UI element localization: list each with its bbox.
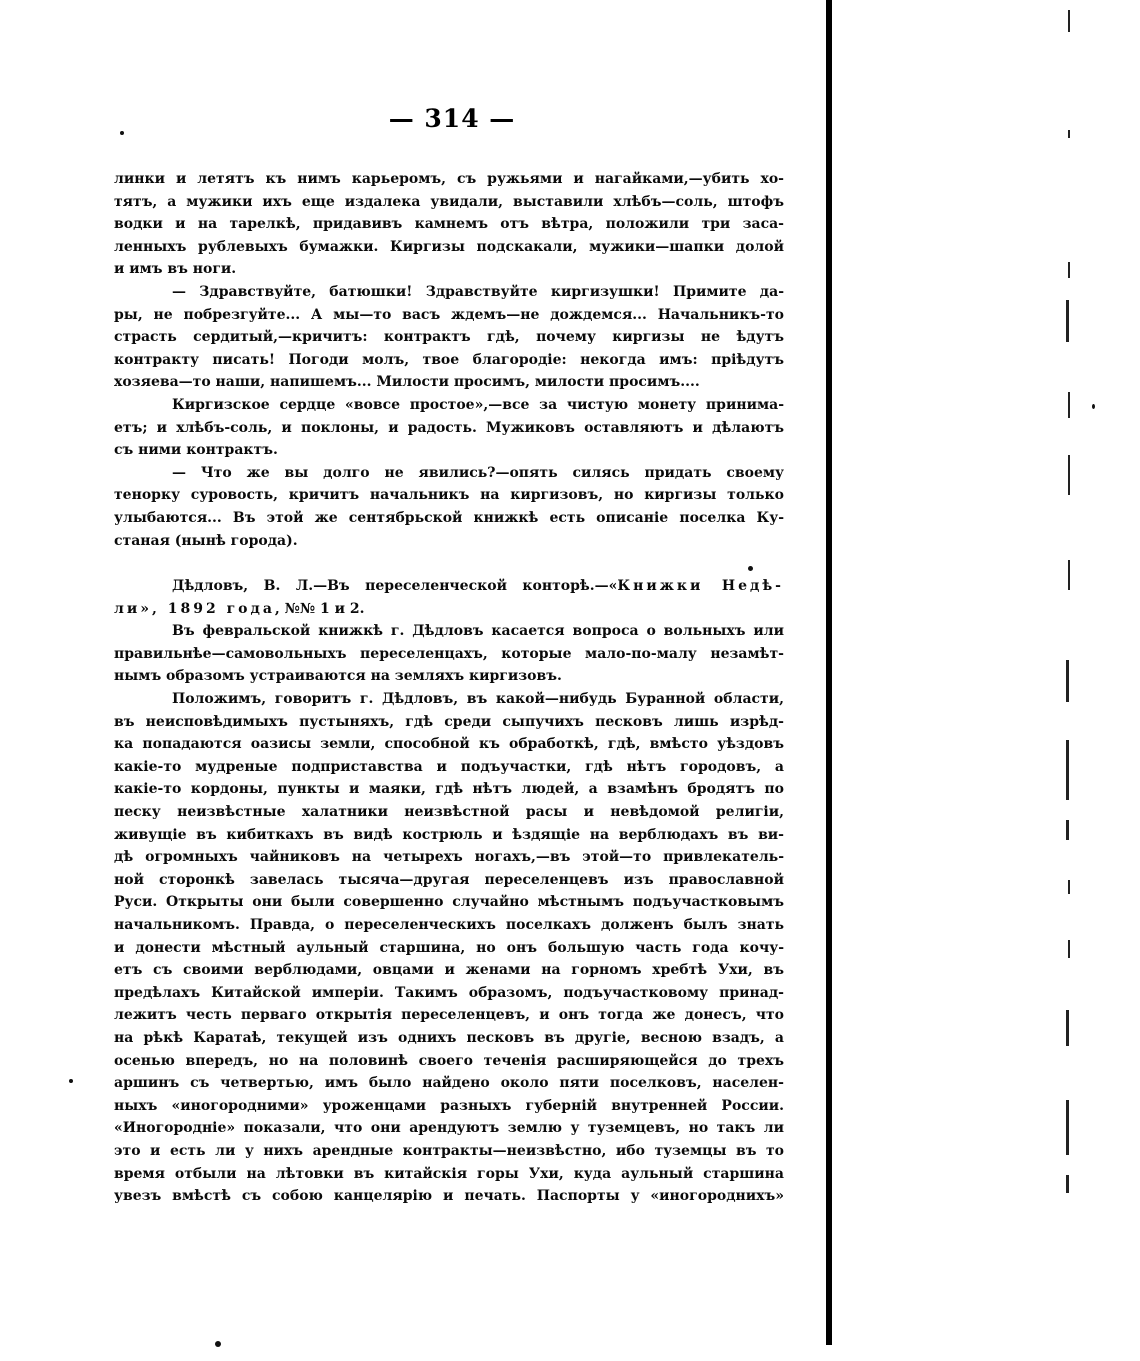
scan-edge-mark <box>1066 740 1069 800</box>
text-line: хозяева—то наши, напишемъ... Милости просимъ, милости просимъ.... <box>114 374 700 391</box>
scan-edge-mark <box>1068 940 1070 958</box>
scan-edge-mark <box>1068 10 1070 32</box>
text-line: линки и летятъ къ нимъ карьеромъ, съ ружьями и нагайками,—убить хо- <box>114 171 784 187</box>
text-line: увезъ вмѣстѣ съ собою канцелярію и печать. Паспорты у «иногороднихъ» <box>114 1188 784 1205</box>
text-line: предѣлахъ Китайской имперіи. Такимъ образомъ, подъучастковому принад- <box>114 984 784 1001</box>
section-gap <box>114 552 784 575</box>
scan-speck <box>1092 404 1095 409</box>
scan-edge-mark <box>1066 300 1069 342</box>
text-line: нымъ образомъ устраиваются на земляхъ киргизовъ. <box>114 668 562 685</box>
citation-year: , 1892 года <box>152 600 275 617</box>
text-line: ленныхъ рублевыхъ бумажки. Киргизы подскакали, мужики—шапки долой <box>114 238 784 255</box>
text-line: ныхъ «иногородними» уроженцами разныхъ губерній внутренней России. <box>114 1097 784 1114</box>
scan-edge-mark <box>1068 392 1070 418</box>
citation-line <box>114 575 784 598</box>
scan-speck <box>69 1079 73 1083</box>
scan-edge-mark <box>1066 1010 1069 1046</box>
text-line: песку неизвѣстные халатники неизвѣстной расы и невѣдомой религіи, <box>114 804 784 821</box>
page-number: — 314 — <box>388 104 516 133</box>
page-gutter-rule <box>826 0 832 1345</box>
text-line: Положимъ, говоритъ г. Дѣдловъ, въ какой—нибудь Буранной области, <box>172 691 784 708</box>
scan-edge-mark <box>1068 880 1070 894</box>
text-line: тенорку суровость, кричитъ начальникъ на киргизовъ, но киргизы только <box>114 487 784 504</box>
text-line: какіе-то кордоны, пункты и маяки, гдѣ нѣтъ людей, а взамѣнъ бродятъ по <box>114 781 784 798</box>
text-line: етъ; и хлѣбъ-соль, и поклоны, и радость. Мужиковъ оставляютъ и дѣлаютъ <box>114 419 784 436</box>
text-line: улыбаются... Въ этой же сентябрьской книжкѣ есть описаніе поселка Ку- <box>114 509 784 526</box>
text-line: и имъ въ ноги. <box>114 261 237 278</box>
text-line: правильнѣе—самовольныхъ переселенцахъ, которые мало-по-малу незамѣт- <box>114 645 784 662</box>
scan-edge-mark <box>1068 130 1070 138</box>
text-line: «Иногородніе» показали, что они арендуютъ землю у туземцевъ, но такъ ли <box>114 1120 784 1137</box>
text-line: ной сторонкѣ завелась тысяча—другая переселенцевъ изъ православной <box>114 871 784 888</box>
text-line: водки и на тарелкѣ, придавивъ камнемъ отъ вѣтра, положили три заса- <box>114 216 784 233</box>
scan-edge-mark <box>1068 262 1070 278</box>
text-line: время отбыли на лѣтовки въ китайскія горы Ухи, куда аульный старшина <box>114 1165 784 1182</box>
text-line: ры, не побрезгуйте... А мы—то васъ ждемъ—не дождемся... Начальникъ-то <box>114 306 784 323</box>
scan-edge-mark <box>1066 660 1069 702</box>
text-line: етъ съ своими верблюдами, овцами и женами на горномъ хребтѣ Ухи, въ <box>114 962 784 979</box>
citation-journal-end: ли» <box>114 600 153 617</box>
text-line: живущіе въ кибиткахъ въ видѣ кострюль и ѣздящіе на верблюдахъ въ ви- <box>114 826 784 843</box>
citation-author: Дѣдловъ, В. Л.—Въ переселенческой конторѣ.—« <box>172 578 618 595</box>
text-line: дѣ огромныхъ чайниковъ на четырехъ ногахъ,—въ этой—то привлекатель- <box>114 849 784 866</box>
text-line: Руси. Открыты они были совершенно случайно мѣстнымъ подъучастковымъ <box>114 894 784 911</box>
text-line: какіе-то мудреные подприставства и подъучастки, гдѣ нѣтъ городовъ, а <box>114 758 784 775</box>
text-line: и донести мѣстный аульный старшина, но онъ большую часть года кочу- <box>114 939 784 956</box>
text-line: тятъ, а мужики ихъ еще издалека увидали, выставили хлѣбъ—соль, штофъ <box>114 193 784 210</box>
scan-edge-mark <box>1066 820 1069 840</box>
text-line: страсть сердитый,—кричитъ: контрактъ гдѣ, почему киргизы не ѣдутъ <box>114 329 784 346</box>
text-line: Киргизское сердце «вовсе простое»,—все за чистую монету принима- <box>172 396 784 413</box>
text-line: станая (нынѣ города). <box>114 532 298 549</box>
scan-edge-mark <box>1066 1100 1069 1155</box>
scan-speck <box>215 1341 221 1347</box>
citation-line <box>114 598 784 621</box>
text-line: осенью впередъ, но на половинѣ своего теченія расширяющейся до трехъ <box>114 1052 784 1069</box>
text-line: Въ февральской книжкѣ г. Дѣдловъ касается вопроса о вольныхъ или <box>172 623 784 640</box>
text-line: это и есть ли у нихъ арендные контракты—неизвѣстно, ибо туземцы въ то <box>114 1142 784 1159</box>
text-line: съ ними контрактъ. <box>114 442 278 459</box>
scan-speck <box>120 131 124 135</box>
text-line: контракту писать! Погоди молъ, твое благородіе: некогда имъ: пріѣдутъ <box>114 351 784 368</box>
citation-issue: , №№ 1 и 2. <box>274 600 365 617</box>
text-line: ка попадаются оазисы земли, способной къ обработкѣ, гдѣ, вмѣсто уѣздовъ <box>114 736 784 753</box>
scan-edge-mark <box>1068 560 1070 590</box>
page-body-text <box>114 168 784 1208</box>
scan-edge-mark <box>1066 1175 1069 1193</box>
citation-journal: Книжки Недѣ- <box>617 578 784 595</box>
text-line: лежитъ честь перваго открытія переселенцевъ, и онъ тогда же донесъ, что <box>114 1007 784 1024</box>
text-line: — Здравствуйте, батюшки! Здравствуйте киргизушки! Примите да- <box>172 283 784 300</box>
text-line: аршинъ съ четвертью, имъ было найдено около пяти поселковъ, населен- <box>114 1075 784 1092</box>
text-line: въ неисповѣдимыхъ пустыняхъ, гдѣ среди сыпучихъ песковъ лишь изрѣд- <box>114 713 784 730</box>
scan-speck <box>748 566 753 571</box>
scan-edge-mark <box>1068 455 1070 495</box>
text-line: — Что же вы долго не явились?—опять силясь придать своему <box>172 464 784 481</box>
text-line: начальникомъ. Правда, о переселенческихъ поселкахъ долженъ былъ знать <box>114 917 784 933</box>
text-line: на рѣкѣ Каратаѣ, текущей изъ однихъ песковъ въ другіе, весною взадъ, а <box>114 1029 784 1046</box>
